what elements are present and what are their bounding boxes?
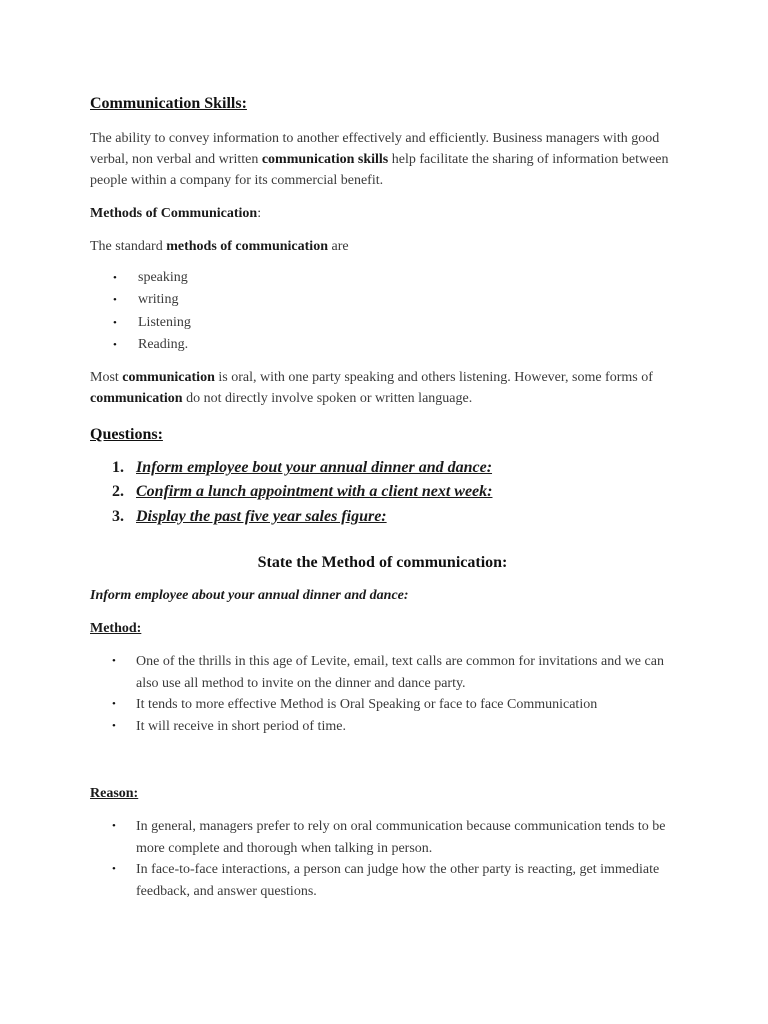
bullet-icon: • (113, 294, 117, 307)
question-item (112, 456, 680, 480)
bullet-icon: • (112, 863, 116, 876)
reason-heading: Reason: (90, 786, 139, 802)
method-points (90, 651, 680, 737)
standard-suffix: are (327, 239, 349, 254)
list-item (112, 716, 680, 738)
standard-methods-line (90, 236, 680, 257)
question-item (112, 480, 680, 504)
intro-text-1: The ability to convey information to another effectively and efficiently. Business managers with good verbal, non verbal and written (90, 131, 660, 167)
list-item-text: In general, managers prefer to rely on oral communication because communication tends to be more complete and thorough when talking in person. (136, 819, 666, 856)
list-item-text: One of the thrills in this age of Levite, email, text calls are common for invitations and we can also use all method to invite on the dinner and dance party. (136, 654, 664, 691)
bullet-icon: • (113, 338, 117, 351)
bullet-icon: • (113, 272, 117, 284)
bullet-icon: • (112, 698, 116, 711)
list-item (112, 859, 680, 902)
method-heading: Method: (90, 621, 142, 637)
list-item (113, 267, 680, 289)
page-title: Communication Skills: (90, 95, 247, 112)
list-item-text: speaking (138, 270, 188, 285)
intro-bold: communication skills (261, 152, 389, 167)
question-text: Display the past five year sales figure: (136, 507, 387, 525)
question-number: 1. (112, 459, 124, 477)
oral-communication-paragraph (90, 367, 680, 409)
intro-text-2: help facilitate the sharing of information between people within a company for its commercial benefit. (90, 152, 669, 188)
question-text: Inform employee bout your annual dinner and dance: (136, 459, 493, 477)
list-item (112, 816, 680, 859)
list-item-text: It tends to more effective Method is Oral Speaking or face to face Communication (136, 697, 598, 713)
list-item-text: In face-to-face interactions, a person can judge how the other party is reacting, get immediate feedback, and answer questions. (136, 862, 660, 899)
bullet-icon: • (112, 719, 116, 732)
most-text-1: Most (90, 370, 123, 386)
methods-label-suffix: : (257, 206, 262, 221)
list-item (112, 694, 680, 716)
bullet-icon: • (113, 316, 117, 329)
reason-points (90, 816, 680, 902)
most-bold-1: communication (122, 370, 215, 386)
questions-heading: Questions: (90, 426, 163, 444)
questions-list (90, 456, 680, 529)
list-item-text: It will receive in short period of time. (136, 718, 346, 734)
standard-prefix: The standard (90, 239, 167, 254)
list-item (112, 651, 680, 694)
most-bold-2: communication (90, 391, 183, 407)
document-page (90, 92, 680, 902)
list-item-text: writing (138, 292, 179, 308)
bullet-icon: • (112, 820, 116, 833)
list-item-text: Reading. (138, 336, 189, 352)
methods-label-bold: Methods of Communication (90, 206, 258, 221)
question-number: 3. (112, 507, 124, 525)
list-item-text: Listening (138, 314, 191, 330)
list-item (113, 312, 680, 334)
list-item (113, 289, 680, 311)
list-item (113, 334, 680, 356)
intro-paragraph (90, 128, 680, 191)
question-item (112, 505, 680, 529)
sub-question: Inform employee about your annual dinner and dance: (90, 588, 409, 604)
question-number: 2. (112, 483, 124, 501)
methods-list (90, 267, 680, 356)
standard-bold: methods of communication (166, 239, 328, 254)
state-method-heading: State the Method of communication: (257, 554, 508, 572)
most-text-3: do not directly involve spoken or written language. (182, 391, 473, 407)
bullet-icon: • (112, 655, 116, 668)
most-text-2: is oral, with one party speaking and others listening. However, some forms of (214, 370, 653, 386)
question-text: Confirm a lunch appointment with a client next week: (136, 483, 493, 501)
methods-label (90, 203, 680, 224)
